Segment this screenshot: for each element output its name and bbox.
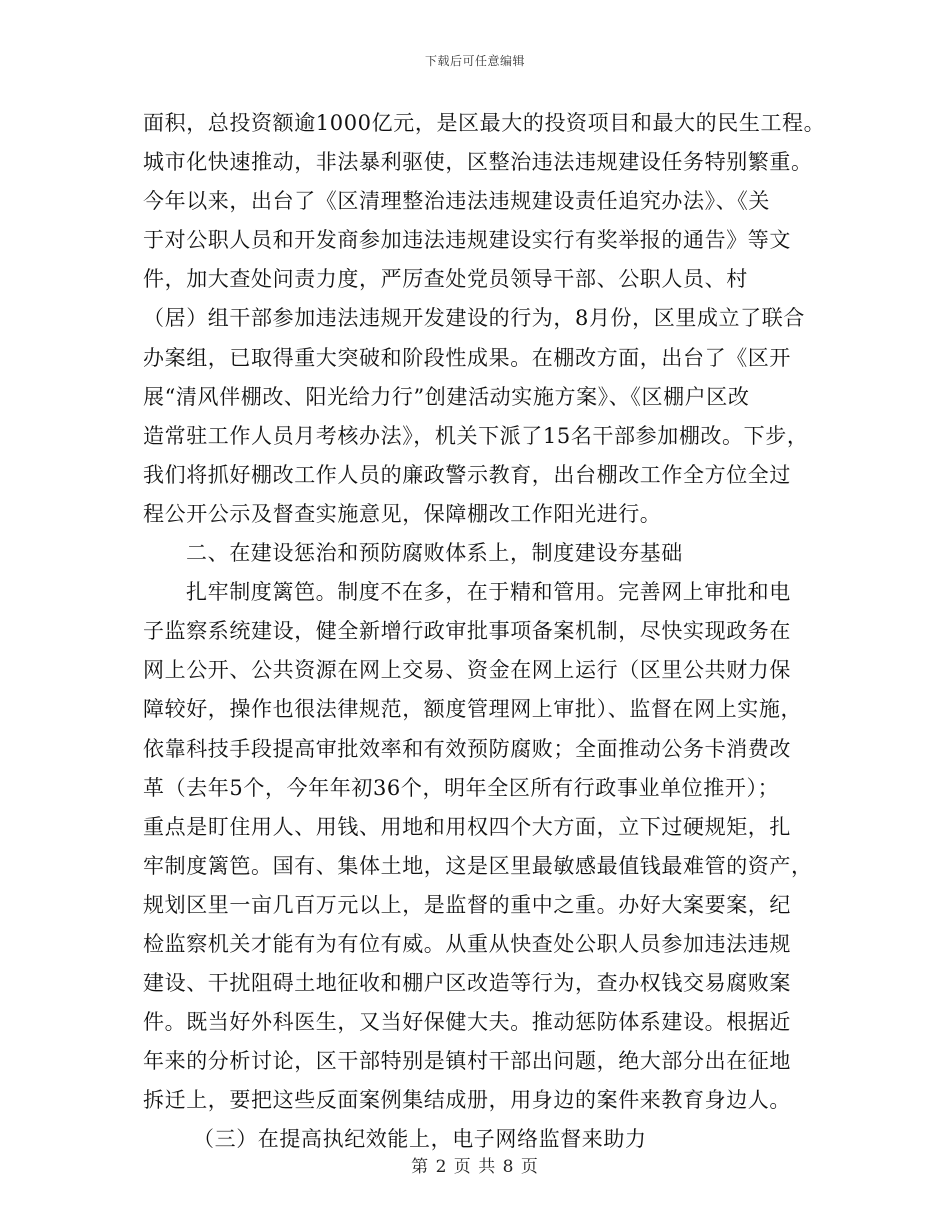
text-line: 拆迁上，要把这些反面案例集结成册，用身边的案件来教育身边人。 [143, 1088, 791, 1113]
text-line: 建设、干扰阻碍土地征收和棚户区改造等行为，查办权钱交易腐败案 [143, 971, 791, 996]
text-line: 程公开公示及督查实施意见，保障棚改工作阳光进行。 [143, 501, 662, 526]
text-line: 面积，总投资额逾1000亿元，是区最大的投资项目和最大的民生工程。 [143, 111, 826, 135]
text-line: 于对公职人员和开发商参加违法违规建设实行有奖举报的通告》等文 [143, 228, 791, 253]
text-line: 革（去年5个，今年年初36个，明年全区所有行政事业单位推开）； [143, 775, 780, 800]
text-line: 城市化快速推动，非法暴利驱使，区整治违法违规建设任务特别繁重。 [143, 150, 813, 175]
text-line: 展“清风伴棚改、阳光给力行”创建活动实施方案》、《区棚户区改 [143, 384, 750, 409]
text-line: 网上公开、公共资源在网上交易、资金在网上运行（区里公共财力保 [143, 658, 791, 683]
text-line: 子监察系统建设，健全新增行政审批事项备案机制，尽快实现政务在 [143, 619, 791, 644]
text-line: 件，加大查处问责力度，严厉查处党员领导干部、公职人员、村 [143, 267, 748, 292]
page-header: 下载后可任意编辑 [424, 54, 525, 68]
text-line: 我们将抓好棚改工作人员的廉政警示教育，出台棚改工作全方位全过 [143, 462, 791, 487]
page-number-footer: 第 2 页 共 8 页 [411, 1157, 539, 1177]
text-line: 规划区里一亩几百万元以上，是监督的重中之重。办好大案要案，纪 [143, 892, 791, 917]
document-body [143, 104, 826, 1160]
text-line: 扎牢制度篱笆。制度不在多，在于精和管用。完善网上审批和电 [186, 580, 791, 605]
text-line: 年来的分析讨论，区干部特别是镇村干部出问题，绝大部分出在征地 [143, 1049, 791, 1074]
text-line: 检监察机关才能有为有位有威。从重从快查处公职人员参加违法违规 [143, 931, 791, 956]
subsection-heading: （三）在提高执纪效能上，电子网络监督来助力 [193, 1127, 647, 1152]
text-line: 重点是盯住用人、用钱、用地和用权四个大方面，立下过硬规矩，扎 [143, 814, 791, 839]
text-line: 今年以来，出台了《区清理整治违法违规建设责任追究办法》、《关 [143, 189, 770, 214]
text-line: 障较好，操作也很法律规范，额度管理网上审批）、监督在网上实施， [143, 697, 803, 722]
text-line: 件。既当好外科医生，又当好保健大夫。推动惩防体系建设。根据近 [143, 1010, 791, 1035]
text-line: 办案组，已取得重大突破和阶段性成果。在棚改方面，出台了《区开 [143, 345, 791, 370]
text-line: 造常驻工作人员月考核办法》，机关下派了15名干部参加棚改。下步， [143, 423, 809, 448]
text-line: 依靠科技手段提高审批效率和有效预防腐败；全面推动公务卡消费改 [143, 736, 791, 761]
section-heading: 二、在建设惩治和预防腐败体系上，制度建设夯基础 [186, 541, 683, 566]
text-line: （居）组干部参加违法违规开发建设的行为，8月份，区里成立了联合 [143, 306, 805, 331]
text-line: 牢制度篱笆。国有、集体土地，这是区里最敏感最值钱最难管的资产， [143, 853, 813, 878]
